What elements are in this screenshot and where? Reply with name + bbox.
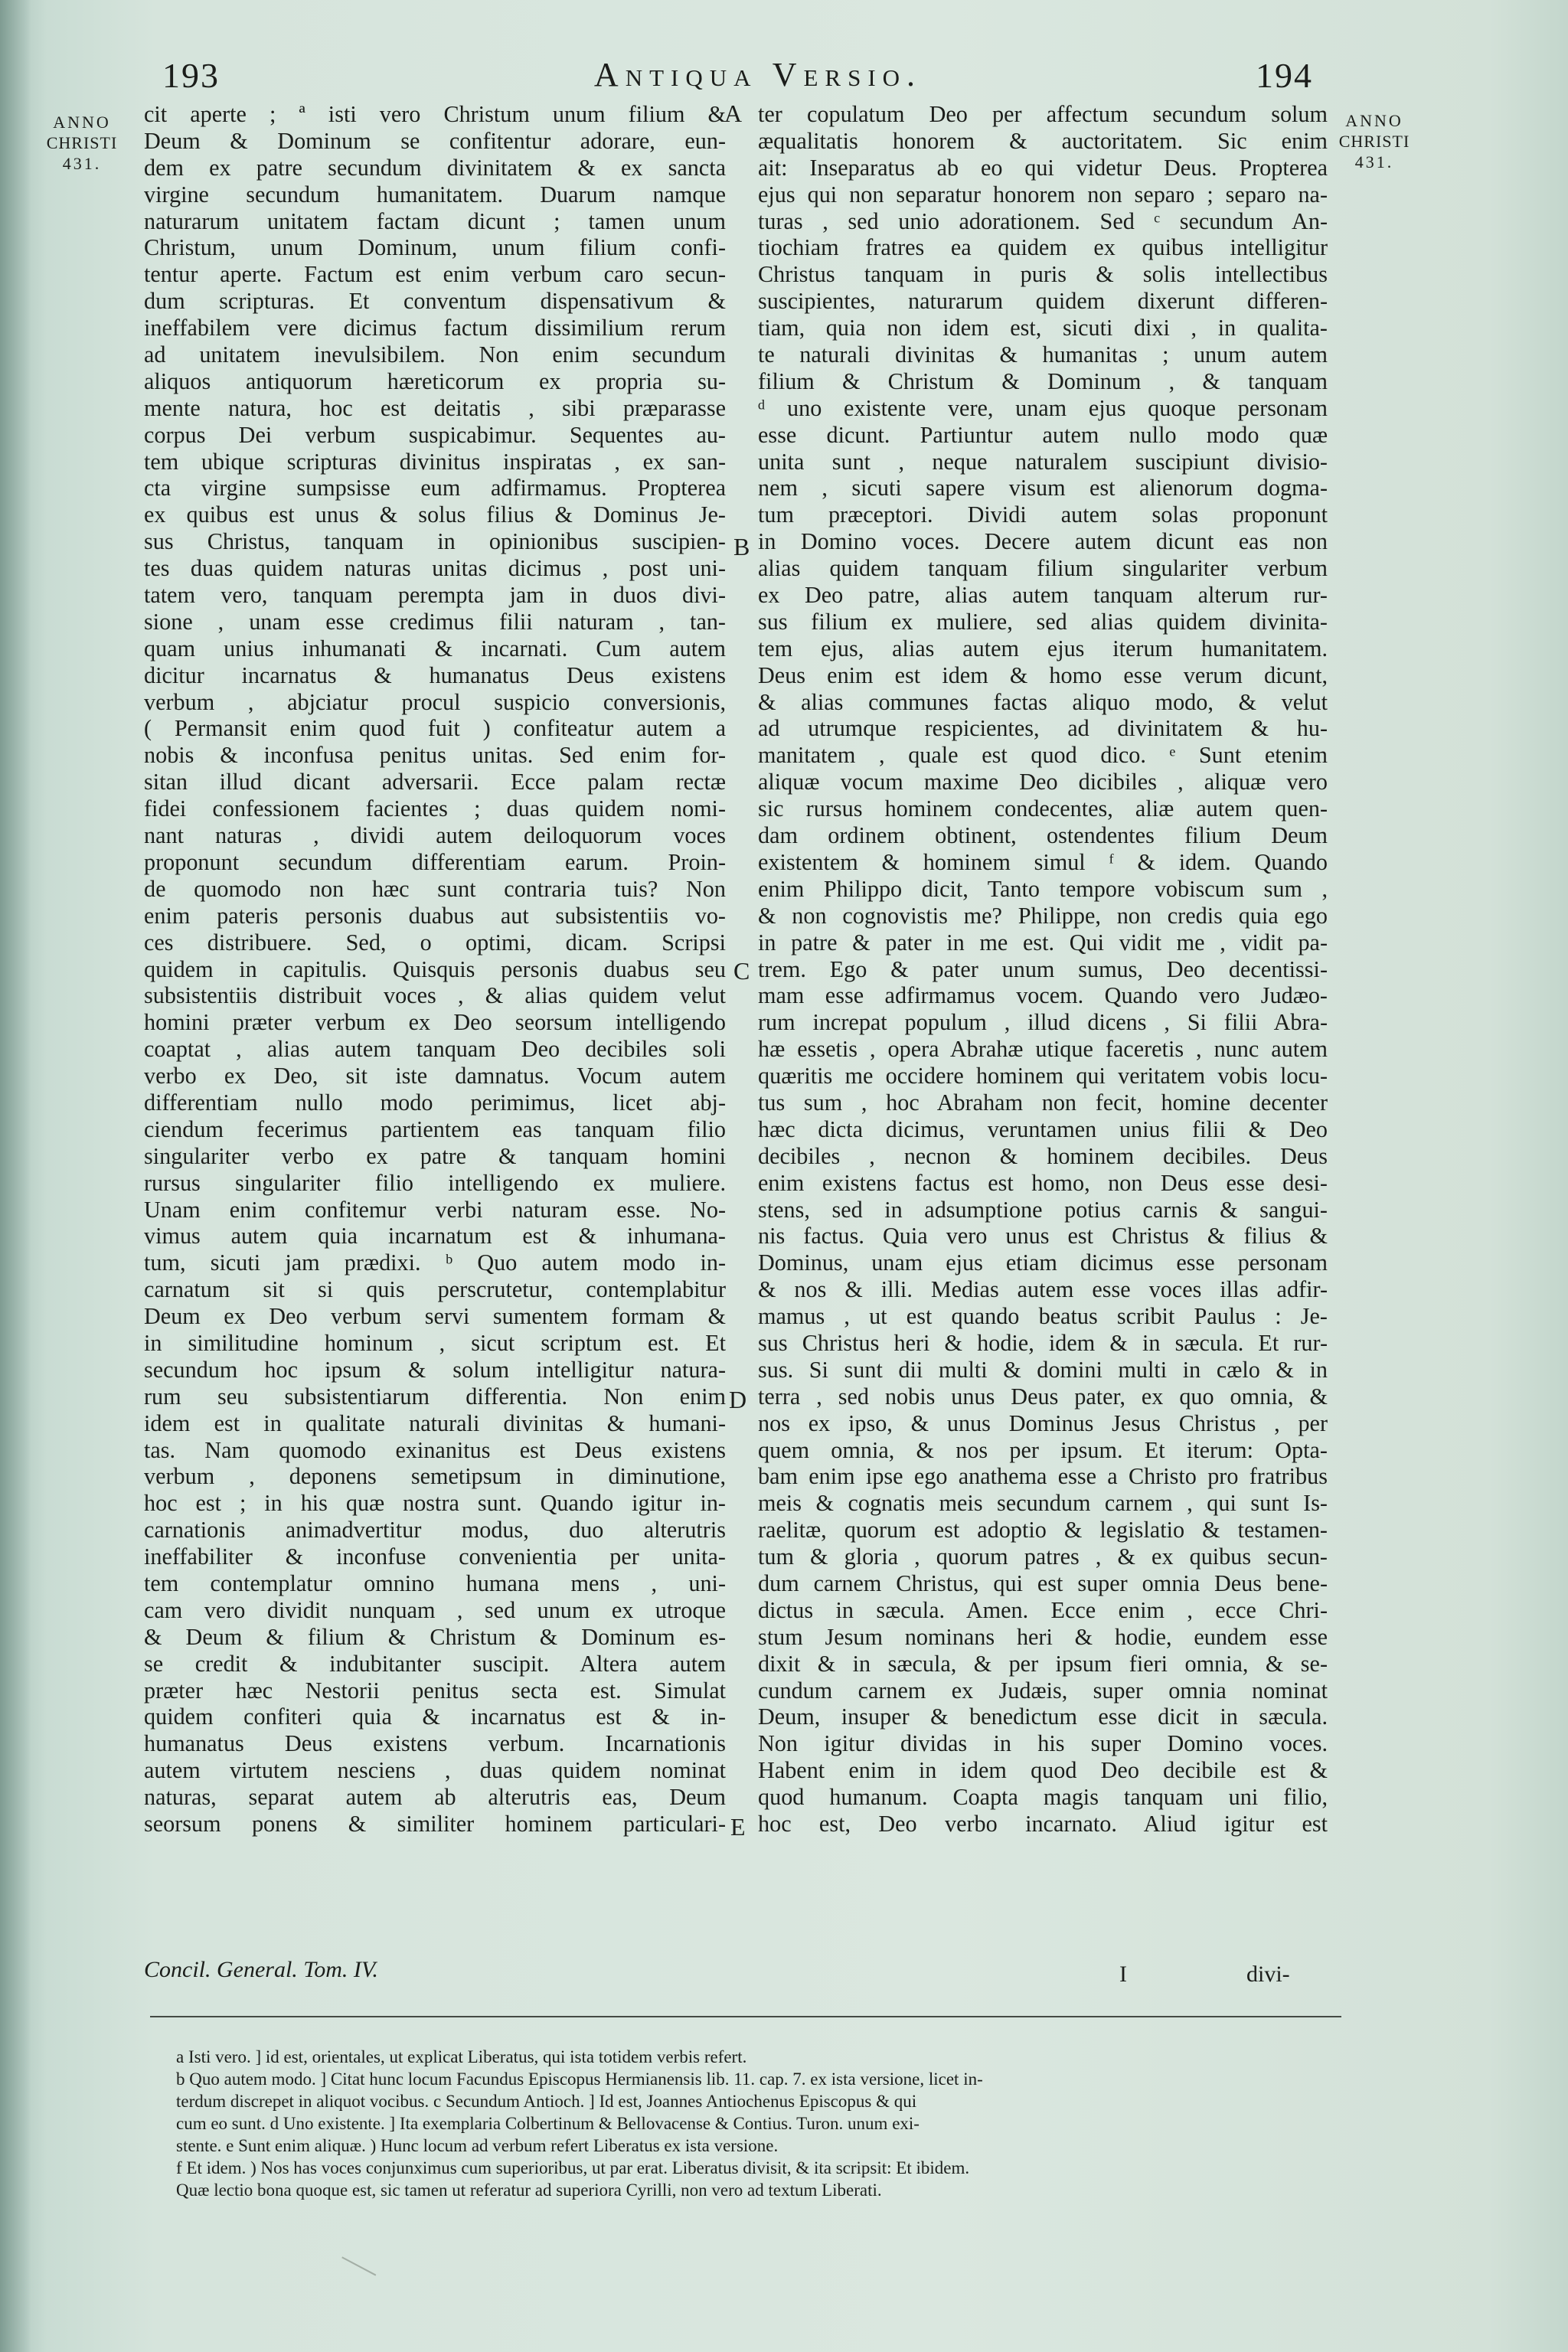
text-line: terra , sed nobis unus Deus pater, ex quo omnia, &	[758, 1383, 1328, 1410]
footnote-line: a Isti vero. ] id est, orientales, ut explicat Liberatus, qui ista totidem verbis refert.	[176, 2047, 747, 2066]
text-line: Habent enim in idem quod Deo decibile est &	[758, 1757, 1328, 1784]
text-line: quidem in capitulis. Quisquis personis duabus seu	[144, 956, 726, 982]
text-line: suscipientes, naturarum quidem dixerunt differen-	[758, 288, 1328, 315]
text-line: sus. Si sunt dii multi & domini multi in cælo & in	[758, 1356, 1328, 1383]
footnote-rule	[150, 2016, 1341, 2017]
text-line: dum scripturas. Et conventum dispensativum &	[144, 288, 726, 315]
text-line: cam vero dividit nunquam , sed unum ex utroque	[144, 1596, 726, 1623]
text-line: cit aperte ; ª isti vero Christum unum filium &	[144, 101, 726, 127]
text-line: Deum, insuper & benedictum esse dicit in sæcula.	[758, 1704, 1328, 1730]
text-line: nobis & inconfusa penitus unitas. Sed enim for-	[144, 742, 726, 769]
text-line: sic rursus hominem condecentes, aliæ autem quen-	[758, 795, 1328, 822]
text-line: dem ex patre secundum divinitatem & ex sancta	[144, 154, 726, 181]
text-line: rum seu subsistentiarum differentia. Non enim	[144, 1383, 726, 1410]
text-line: in similitudine hominum , sicut scriptum est. Et	[144, 1329, 726, 1356]
text-line: tas. Nam quomodo exinanitus est Deus existens	[144, 1436, 726, 1463]
text-line: Non igitur dividas in his super Domino voces.	[758, 1730, 1328, 1757]
text-line: & Deum & filium & Christum & Dominum es-	[144, 1623, 726, 1650]
margin-year-note-right	[1325, 110, 1424, 172]
text-line: dicitur incarnatus & humanatus Deus existens	[144, 662, 726, 688]
text-line: ad unitatem inevulsibilem. Non enim secundum	[144, 341, 726, 368]
text-line: hæ essetis , opera Abrahæ utique faceretis , nunc autem	[758, 1036, 1328, 1063]
text-line: ineffabiliter & inconfuse convenientia per unita-	[144, 1544, 726, 1570]
text-line: stum Jesum nominans heri & hodie, eundem esse	[758, 1623, 1328, 1650]
text-line: quod humanum. Coapta magis tanquam uni filio,	[758, 1784, 1328, 1811]
text-line: ces distribuere. Sed, o optimi, dicam. Scripsi	[144, 929, 726, 956]
text-line: & nos & illi. Medias autem esse voces illas adfir-	[758, 1276, 1328, 1303]
footnote-line: stente. e Sunt enim aliquæ. ) Hunc locum ad verbum refert Liberatus ex ista versione.	[176, 2136, 779, 2155]
right-page-number: 194	[1256, 56, 1313, 95]
signature-letter: I	[1119, 1962, 1127, 1987]
text-line: cundum carnem ex Judæis, super omnia nominat	[758, 1677, 1328, 1704]
text-line: & alias communes factas aliquo modo, & velut	[758, 688, 1328, 715]
text-line: trem. Ego & pater unum sumus, Deo decentissi-	[758, 956, 1328, 982]
text-line: carnationis animadvertitur modus, duo alterutris	[144, 1517, 726, 1544]
text-line: tem ubique scripturas divinitus inspiratas , ex san-	[144, 448, 726, 475]
text-line: ejus qui non separatur honorem non separo ; separo na-	[758, 181, 1328, 207]
text-line: ad utrumque respicientes, ad divinitatem & hu-	[758, 715, 1328, 742]
text-line: Deum & Dominum se confitentur adorare, eun-	[144, 127, 726, 154]
ink-mark	[341, 2244, 383, 2275]
text-line: tem contemplatur omnino humana mens , uni-	[144, 1570, 726, 1596]
text-line: naturarum unitatem factam dicunt ; tamen unum	[144, 207, 726, 234]
text-line: Unam enim confitemur verbi naturam esse. No-	[144, 1196, 726, 1223]
text-line: sus filium ex muliere, sed alias quidem divinita-	[758, 608, 1328, 635]
text-line: aliquos antiquorum hæreticorum ex propria su-	[144, 368, 726, 394]
text-line: æqualitatis honorem & auctoritatem. Sic enim	[758, 127, 1328, 154]
text-line: proponunt secundum differentiam earum. Proin-	[144, 848, 726, 875]
text-line: in patre & pater in me est. Qui vidit me , vidit pa-	[758, 929, 1328, 956]
text-line: tem ejus, alias autem ejus iterum humanitatem.	[758, 635, 1328, 662]
text-line: tiochiam fratres ea quidem ex quibus intelligitur	[758, 234, 1328, 261]
text-line: singulariter verbo ex patre & tanquam homini	[144, 1142, 726, 1169]
text-line: alias quidem tanquam filium singulariter verbum	[758, 555, 1328, 582]
signature-line: Concil. General. Tom. IV.	[144, 1957, 378, 1982]
section-letter-b: B	[733, 533, 750, 560]
running-title: Antiqua Versio.	[593, 56, 923, 93]
text-line: aliquæ vocum maxime Deo dicibiles , aliquæ vero	[758, 769, 1328, 795]
footnote-line: b Quo autem modo. ] Citat hunc locum Facundus Episcopus Hermianensis lib. 11. cap. 7. ex ista versione, licet in-	[176, 2069, 983, 2089]
text-line: cta virgine sumpsisse eum adfirmamus. Propterea	[144, 475, 726, 501]
text-line: in Domino voces. Decere autem dicunt eas non	[758, 528, 1328, 555]
text-line: ter copulatum Deo per affectum secundum solum	[758, 101, 1328, 127]
text-line: sus Christus, tanquam in opinionibus suscipien-	[144, 528, 726, 555]
footnote-line: f Et idem. ) Nos has voces conjunximus cum superioribus, ut par erat. Liberatus divisit, & ita scripsit: Et ibidem.	[176, 2158, 970, 2177]
text-line: quam unius inhumanati & incarnati. Cum autem	[144, 635, 726, 662]
text-line: nant naturas , dividi autem deiloquorum voces	[144, 822, 726, 849]
text-line: stens, sed in adsumptione potius carnis & sangui-	[758, 1196, 1328, 1223]
text-line: Christus tanquam in puris & solis intellectibus	[758, 261, 1328, 288]
text-line: nis factus. Quia vero unus est Christus & filius &	[758, 1223, 1328, 1250]
text-line: nos ex ipso, & unus Dominus Jesus Christus , per	[758, 1410, 1328, 1436]
text-line: rum increpat populum , illud dicens , Si filii Abra-	[758, 1009, 1328, 1036]
text-line: dictus in sæcula. Amen. Ecce enim , ecce Chri-	[758, 1596, 1328, 1623]
text-line: virgine secundum humanitatem. Duarum namque	[144, 181, 726, 207]
text-line: carnatum sit si quis perscrutetur, contemplabitur	[144, 1276, 726, 1303]
section-letter-e: E	[730, 1813, 746, 1841]
text-line: rursus singulariter filio intelligendo ex muliere.	[144, 1169, 726, 1196]
text-line: secundum hoc ipsum & solum intelligitur natura-	[144, 1356, 726, 1383]
text-line: ex Deo patre, alias autem tanquam alterum rur-	[758, 582, 1328, 609]
text-line: Deum ex Deo verbum servi sumentem formam &	[144, 1303, 726, 1330]
text-line: coaptat , alias autem tanquam Deo decibiles soli	[144, 1036, 726, 1063]
text-line: filium & Christum & Dominum , & tanquam	[758, 368, 1328, 394]
text-line: nem , sicuti sapere visum est alienorum dogma-	[758, 475, 1328, 501]
text-line: quidem confiteri quia & incarnatus est & in-	[144, 1704, 726, 1730]
text-line: meis & cognatis meis secundum carnem , qui sunt Is-	[758, 1490, 1328, 1517]
text-line: naturas, separat autem ab alterutris eas, Deum	[144, 1784, 726, 1811]
text-line: dum carnem Christus, qui est super omnia Deus bene-	[758, 1570, 1328, 1596]
text-line: ᵈ uno existente vere, unam ejus quoque personam	[758, 394, 1328, 421]
text-line: ineffabilem vere dicimus factum dissimilium rerum	[144, 315, 726, 341]
text-line: te naturali divinitas & humanitas ; unum autem	[758, 341, 1328, 368]
book-binding-shadow	[0, 0, 31, 2352]
text-line: sione , unam esse credimus filii naturam , tan-	[144, 608, 726, 635]
margin-christi: CHRISTI	[1338, 132, 1410, 151]
text-line: verbum , abjciatur procul suspicio conversionis,	[144, 688, 726, 715]
text-line: tatem vero, tanquam perempta jam in duos divi-	[144, 582, 726, 609]
text-line: dixit & in sæcula, & per ipsum fieri omnia, & se-	[758, 1650, 1328, 1677]
text-line: homini præter verbum ex Deo seorsum intelligendo	[144, 1009, 726, 1036]
text-line: Christum, unum Dominum, unum filium confi-	[144, 234, 726, 261]
text-line: sitan illud dicant adversarii. Ecce palam rectæ	[144, 769, 726, 795]
text-line: ( Permansit enim quod fuit ) confiteatur autem a	[144, 715, 726, 742]
text-line: subsistentiis distribuit voces , & alias quidem velut	[144, 982, 726, 1009]
margin-christi: CHRISTI	[46, 133, 118, 152]
text-line: mamus , ut est quando beatus scribit Paulus : Je-	[758, 1303, 1328, 1330]
text-line: differentiam nullo modo perimimus, licet abj-	[144, 1089, 726, 1116]
text-line: enim existens factus est homo, non Deus esse desi-	[758, 1169, 1328, 1196]
text-line: decibiles , necnon & hominem decibiles. Deus	[758, 1142, 1328, 1169]
text-line: hæc dicta dicimus, veruntamen unius filii & Deo	[758, 1116, 1328, 1142]
margin-anno: ANNO	[1345, 111, 1403, 130]
left-page-number: 193	[162, 56, 220, 95]
text-line: enim Philippo dicit, Tanto tempore vobiscum sum ,	[758, 875, 1328, 902]
margin-year-note-left	[32, 112, 132, 174]
footnote-line: cum eo sunt. d Uno existente. ] Ita exemplaria Colbertinum & Bellovacense & Contius. Turon. unum exi-	[176, 2114, 920, 2133]
text-line: esse dicunt. Partiuntur autem nullo modo quæ	[758, 421, 1328, 448]
text-line: Dominus, unam ejus etiam dicimus esse personam	[758, 1250, 1328, 1276]
margin-anno: ANNO	[53, 113, 111, 132]
footnote-line: Quæ lectio bona quoque est, sic tamen ut referatur ad superiora Cyrilli, non vero ad textum Liberati.	[176, 2180, 882, 2200]
text-line: existentem & hominem simul ᶠ & idem. Quando	[758, 848, 1328, 875]
text-line: tus sum , hoc Abraham non fecit, homine decenter	[758, 1089, 1328, 1116]
text-line: mam esse adfirmamus vocem. Quando vero Judæo-	[758, 982, 1328, 1009]
text-line: se credit & indubitanter suscipit. Altera autem	[144, 1650, 726, 1677]
text-line: hoc est, Deo verbo incarnato. Aliud igitur est	[758, 1811, 1328, 1837]
margin-year: 431.	[62, 154, 102, 173]
text-line: præter hæc Nestorii penitus secta est. Simulat	[144, 1677, 726, 1704]
text-line: tum præceptori. Dividi autem solas proponunt	[758, 501, 1328, 528]
text-line: tes duas quidem naturas unitas dicimus , post uni-	[144, 555, 726, 582]
catchword: divi-	[1246, 1962, 1290, 1987]
text-line: seorsum ponens & similiter hominem particulari-	[144, 1811, 726, 1837]
text-line: Deus enim est idem & homo esse verum dicunt,	[758, 662, 1328, 688]
left-text-column	[144, 101, 726, 1838]
text-line: enim pateris personis duabus aut subsistentiis vo-	[144, 902, 726, 929]
section-letter-a: A	[724, 100, 743, 127]
text-line: tiam, quia non idem est, sicuti dixi , in qualita-	[758, 315, 1328, 341]
text-line: quæritis me occidere hominem qui veritatem vobis locu-	[758, 1063, 1328, 1089]
text-line: tentur aperte. Factum est enim verbum caro secun-	[144, 261, 726, 288]
text-line: raelitæ, quorum est adoptio & legislatio & testamen-	[758, 1517, 1328, 1544]
text-line: ait: Inseparatus ab eo qui videtur Deus. Propterea	[758, 154, 1328, 181]
text-line: de quomodo non hæc sunt contraria tuis? Non	[144, 875, 726, 902]
text-line: vimus autem quia incarnatum est & inhumana-	[144, 1223, 726, 1250]
text-line: manitatem , quale est quod dico. ᵉ Sunt etenim	[758, 742, 1328, 769]
text-line: hoc est ; in his quæ nostra sunt. Quando igitur in-	[144, 1490, 726, 1517]
footnote-line: terdum discrepet in aliquot vocibus. c Secundum Antioch. ] Id est, Joannes Antiochenus Episcopus & qui	[176, 2092, 917, 2111]
text-line: bam enim ipse ego anathema esse a Christo pro fratribus	[758, 1463, 1328, 1490]
right-text-column	[758, 101, 1328, 1838]
text-line: verbum , deponens semetipsum in diminutione,	[144, 1463, 726, 1490]
text-line: sus Christus heri & hodie, idem & in sæcula. Et rur-	[758, 1329, 1328, 1356]
section-letter-c: C	[733, 957, 750, 985]
margin-year: 431.	[1354, 152, 1394, 172]
text-line: unita sunt , neque naturalem suscipiunt divisio-	[758, 448, 1328, 475]
text-line: autem virtutem nesciens , duas quidem nominat	[144, 1757, 726, 1784]
section-letter-d: D	[729, 1386, 747, 1413]
footnotes	[176, 2046, 1317, 2201]
text-line: ex quibus est unus & solus filius & Dominus Je-	[144, 501, 726, 528]
text-line: idem est in qualitate naturali divinitas & humani-	[144, 1410, 726, 1436]
text-line: corpus Dei verbum suspicabimur. Sequentes au-	[144, 421, 726, 448]
text-line: fidei confessionem facientes ; duas quidem nomi-	[144, 795, 726, 822]
text-line: verbo ex Deo, sit iste damnatus. Vocum autem	[144, 1063, 726, 1089]
text-line: quem omnia, & nos per ipsum. Et iterum: Opta-	[758, 1436, 1328, 1463]
text-line: humanatus Deus existens verbum. Incarnationis	[144, 1730, 726, 1757]
text-line: mente natura, hoc est deitatis , sibi præparasse	[144, 394, 726, 421]
text-line: tum & gloria , quorum patres , & ex quibus secun-	[758, 1544, 1328, 1570]
text-line: ciendum fecerimus partientem eas tanquam filio	[144, 1116, 726, 1142]
text-line: dam ordinem obtinent, ostendentes filium Deum	[758, 822, 1328, 849]
text-line: & non cognovistis me? Philippe, non credis quia ego	[758, 902, 1328, 929]
text-line: tum, sicuti jam prædixi. ᵇ Quo autem modo in-	[144, 1250, 726, 1276]
text-line: turas , sed unio adorationem. Sed ᶜ secundum An-	[758, 207, 1328, 234]
